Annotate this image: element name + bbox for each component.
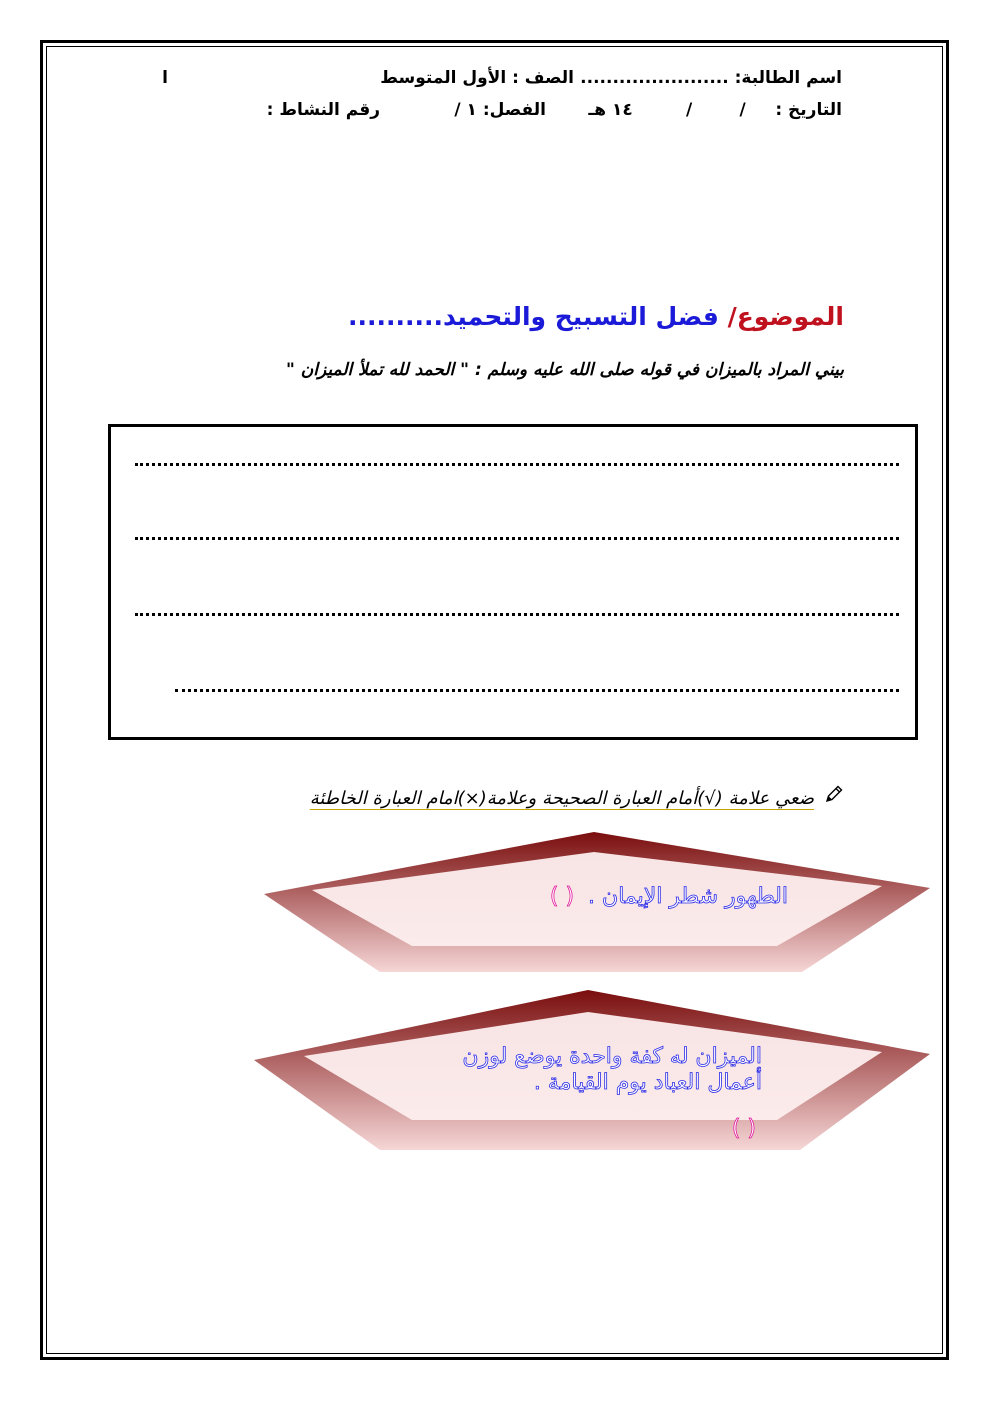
instruction-heading [310, 784, 844, 809]
statement-2-line-1: الميزان له كفة واحدة يوضع لوزن [462, 1044, 762, 1069]
grade-section: ا [162, 68, 168, 88]
answer-line[interactable] [135, 537, 899, 540]
answer-line[interactable] [135, 613, 899, 616]
grade-label: الصف : الأول المتوسط [380, 68, 574, 88]
answer-line[interactable] [135, 463, 899, 466]
statement-2-answer-wrap [732, 1116, 756, 1141]
statement-2-line-2: أعمال العباد يوم القيامة . [533, 1070, 762, 1095]
topic-heading [348, 302, 844, 331]
question-text: بيني المراد بالميزان في قوله صلى الله عليه وسلم : " الحمد لله تملأ الميزان " [286, 360, 844, 380]
date-label: التاريخ : / / ١٤ هـ [588, 100, 842, 120]
pencil-icon [824, 784, 844, 809]
term-label: الفصل: ١ / [454, 100, 546, 120]
answer-line[interactable] [175, 689, 899, 692]
activity-number-label: رقم النشاط : [266, 100, 380, 120]
statement-2 [462, 1044, 762, 1096]
statement-2-answer-slot[interactable]: ( ) [731, 1116, 756, 1141]
statement-1-text: الطهور شطر الإيمان . [588, 884, 788, 909]
instruction-text: ضعي علامة (√)أمام العبارة الصحيحة وعلامة(×)امام العبارة الخاطئة [309, 788, 814, 809]
statement-1 [550, 884, 788, 909]
statement-1-answer-slot[interactable]: ( ) [549, 884, 575, 909]
answer-box[interactable] [108, 424, 918, 740]
student-name-label: اسم الطالبة: ....................... [580, 68, 842, 88]
topic-title: فضل التسبيح والتحميد.......... [347, 302, 719, 331]
topic-label: الموضوع/ [727, 302, 844, 331]
